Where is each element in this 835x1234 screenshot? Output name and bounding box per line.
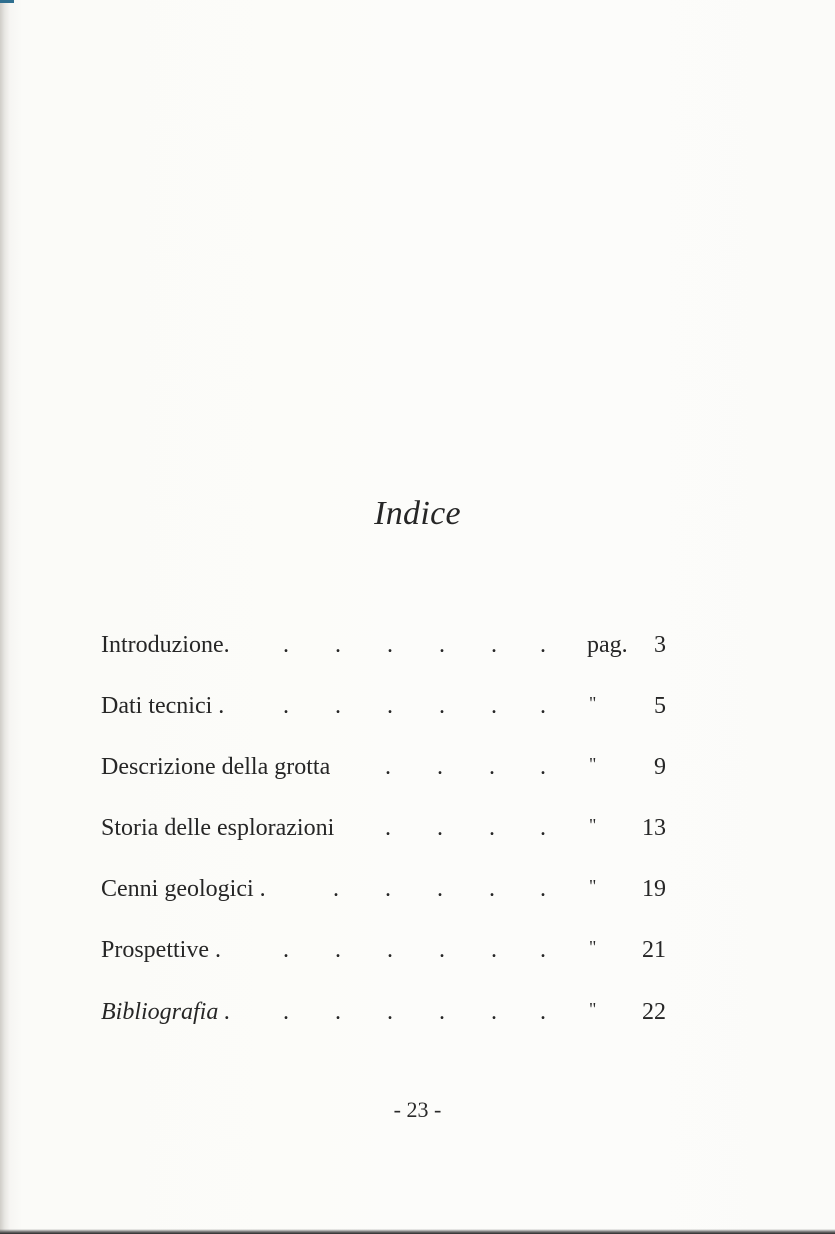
toc-entry-page: 5: [654, 693, 666, 719]
page-title: Indice: [374, 495, 461, 532]
corner-mark: [0, 0, 14, 3]
toc-entry-page: 22: [642, 999, 666, 1025]
dot-leader: . . . . . .: [283, 693, 546, 719]
toc-entry: [101, 812, 666, 844]
toc-entry-label: Introduzione.: [101, 632, 230, 658]
toc-entry: [101, 996, 666, 1028]
dot-leader: . . . . . .: [283, 632, 546, 658]
ditto-mark: ": [589, 999, 597, 1019]
ditto-mark: ": [589, 876, 597, 896]
dot-leader: . . . . . .: [283, 999, 546, 1025]
toc-entry-page: 13: [642, 815, 666, 841]
dot-leader: . . . .: [385, 754, 546, 780]
ditto-mark: ": [589, 815, 597, 835]
toc-entry-page: 19: [642, 876, 666, 902]
dot-leader: . . . . . .: [283, 937, 546, 963]
toc-entry-label: Descrizione della grotta: [101, 754, 331, 780]
toc-entry: [101, 934, 666, 966]
ditto-mark: ": [589, 937, 597, 957]
toc-entry: [101, 751, 666, 783]
toc-entry-label: Dati tecnici .: [101, 693, 225, 719]
dot-leader: . . . . .: [333, 876, 546, 902]
toc-entry-page: 9: [654, 754, 666, 780]
toc-entry-page: 3: [654, 632, 666, 658]
toc-entry-page: 21: [642, 937, 666, 963]
page-prefix: pag.: [587, 632, 628, 658]
toc-entry-label: Bibliografia .: [101, 999, 231, 1025]
toc-entry: [101, 629, 666, 661]
dot-leader: . . . .: [385, 815, 546, 841]
toc-entry: [101, 873, 666, 905]
page-bottom-edge: [0, 1229, 835, 1234]
page-spine-shadow: [0, 0, 10, 1234]
ditto-mark: ": [589, 754, 597, 774]
toc-entry-label: Cenni geologici .: [101, 876, 266, 902]
ditto-mark: ": [589, 693, 597, 713]
page-number-footer: - 23 -: [393, 1097, 442, 1122]
toc-entry: [101, 690, 666, 722]
toc-entry-label: Storia delle esplorazioni: [101, 815, 335, 841]
toc-entry-label: Prospettive .: [101, 937, 221, 963]
